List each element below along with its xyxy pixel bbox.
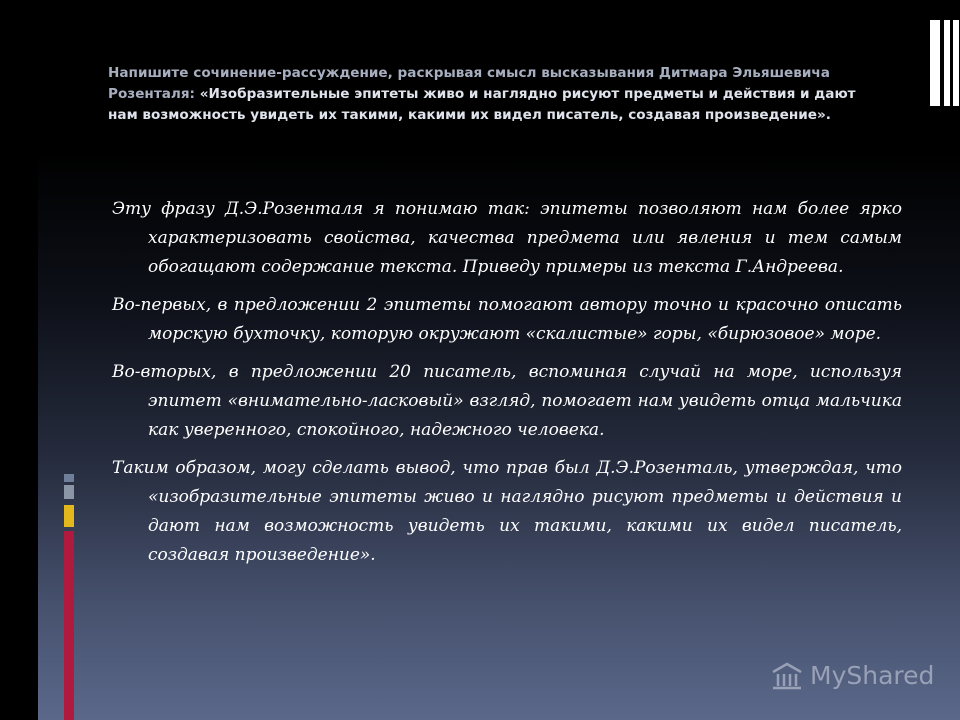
- question-intro: Напишите сочинение-рассуждение, раскрывая смысл высказывания Дитмара Эльяшевича Розенталя:: [108, 65, 830, 102]
- watermark-text: MyShared: [810, 660, 935, 690]
- essay-paragraph-4: Таким образом, могу сделать вывод, что прав был Д.Э.Розенталь, утверждая, что «изобразительные эпитеты живо и наглядно рисуют предметы и действия и дают нам возможность увидеть их такими, какими их видел писатель, создавая произведение».: [112, 458, 902, 565]
- essay-paragraph-2: Во-первых, в предложении 2 эпитеты помогают автору точно и красочно описать морскую бухточку, которую окружают «скалистые» горы, «бирюзовое» море.: [112, 295, 902, 344]
- accent-bar-red: [64, 531, 74, 720]
- essay-paragraph-1: Эту фразу Д.Э.Розенталя я понимаю так: эпитеты позволяют нам более ярко характеризовать свойства, качества предмета или явления и тем самым обогащают содержание текста. Приведу примеры из текста Г.Андреева.: [112, 199, 902, 277]
- slide-title-question: [108, 63, 878, 126]
- question-quote: «Изобразительные эпитеты живо и наглядно рисуют предметы и действия и дают нам возможность увидеть их такими, какими их видел писатель, создавая произведение».: [108, 86, 856, 123]
- decorative-bars-icon: [930, 20, 960, 106]
- left-margin-strip: [0, 0, 38, 720]
- myshared-logo-icon: [770, 660, 804, 690]
- accent-bar-gold: [64, 505, 74, 527]
- essay-paragraph-3: Во-вторых, в предложении 20 писатель, вспоминая случай на море, используя эпитет «внимательно-ласковый» взгляд, помогает нам увидеть отца мальчика как уверенного, спокойного, надежного человека.: [112, 362, 902, 440]
- accent-bar-gray-small: [64, 474, 74, 482]
- essay-body: [112, 195, 902, 579]
- watermark: [770, 658, 934, 692]
- accent-bar-gray: [64, 485, 74, 499]
